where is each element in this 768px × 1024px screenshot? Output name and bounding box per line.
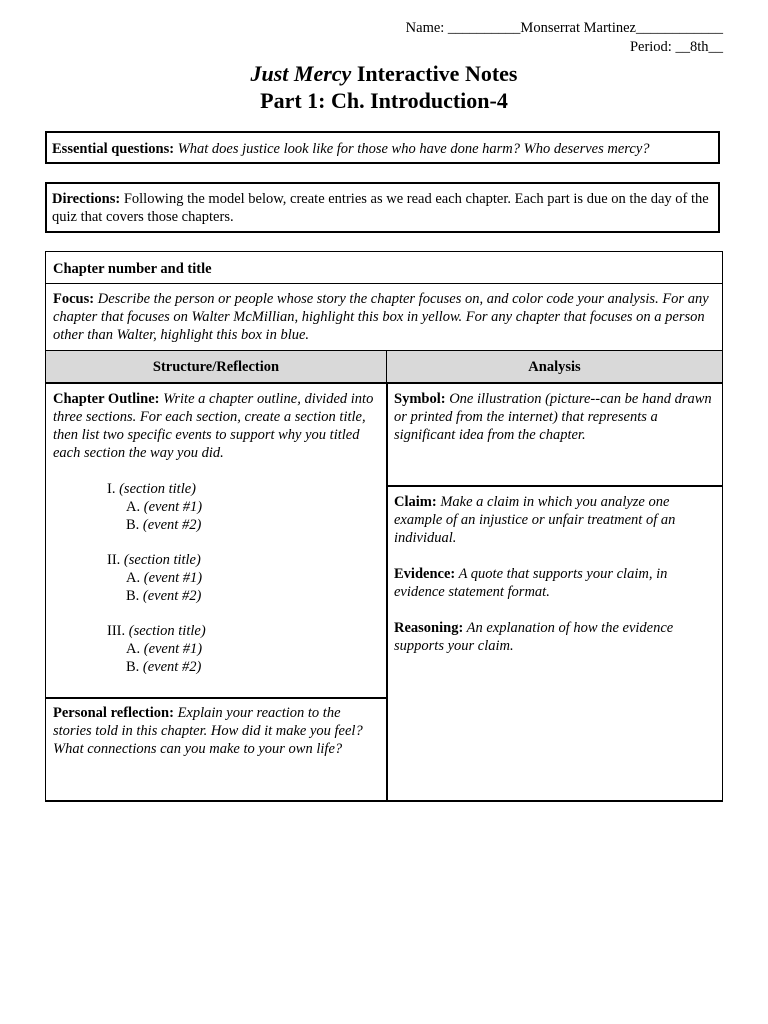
symbol-cell[interactable] — [387, 383, 723, 487]
directions-box — [45, 182, 720, 233]
column-header-structure: Structure/Reflection — [45, 351, 388, 384]
section-number: III. — [107, 623, 129, 639]
period-line: Period: __8th__ — [629, 39, 723, 55]
outline-event — [53, 569, 379, 587]
evidence-text: A quote that supports your claim, in evidence statement format. — [394, 566, 668, 600]
outline-section — [53, 622, 379, 640]
reasoning-text: An explanation of how the evidence supports your claim. — [394, 620, 674, 654]
event-letter: B. — [126, 659, 143, 675]
notes-table — [45, 251, 723, 802]
name-line: Name: __________Monserrat Martinez____________ — [405, 20, 723, 36]
directions-text: Following the model below, create entries as we read each chapter. Each part is due on the day of the quiz that covers those chapters. — [52, 191, 709, 225]
focus-text: Describe the person or people whose story the chapter focuses on, and color code your analysis. For any chapter that focuses on Walter McMillian, highlight this box in yellow. For any chapter that focuses on a person other than Walter, highlight this box in blue. — [53, 291, 709, 343]
section-number: II. — [107, 552, 124, 568]
reflection-text: Explain your reaction to the stories told in this chapter. How did it make you feel? What connections can you make to your own life? — [53, 705, 363, 757]
reasoning-paragraph — [394, 619, 715, 655]
section-number: I. — [107, 481, 120, 497]
page-title — [0, 60, 768, 87]
outline-section — [53, 551, 379, 569]
column-header-analysis: Analysis — [387, 351, 723, 384]
evidence-paragraph — [394, 565, 715, 601]
event-letter: B. — [126, 517, 143, 533]
page-subtitle: Part 1: Ch. Introduction-4 — [260, 88, 508, 113]
outline-list — [53, 480, 379, 676]
reasoning-label: Reasoning: — [394, 620, 464, 636]
outline-event — [53, 498, 379, 516]
reflection-label: Personal reflection: — [53, 705, 174, 721]
outline-section — [53, 480, 379, 498]
section-title: (section title) — [128, 623, 206, 639]
essential-questions-box — [45, 131, 720, 164]
essential-text: What does justice look like for those who have done harm? Who deserves mercy? — [174, 141, 650, 157]
outline-label: Chapter Outline: — [53, 391, 160, 407]
event-text: (event #1) — [143, 570, 203, 586]
focus-label: Focus: — [53, 291, 95, 307]
section-title: (section title) — [119, 481, 196, 497]
chapter-outline-cell[interactable] — [45, 383, 388, 699]
claim-evidence-reasoning-cell[interactable] — [387, 486, 723, 802]
section-title: (section title) — [123, 552, 201, 568]
event-letter: A. — [126, 641, 144, 657]
event-text: (event #2) — [142, 517, 202, 533]
event-letter: A. — [126, 570, 144, 586]
outline-event — [53, 640, 379, 658]
event-text: (event #2) — [142, 588, 202, 604]
outline-event — [53, 516, 379, 534]
book-title: Just Mercy — [250, 61, 352, 86]
focus-cell[interactable] — [45, 283, 723, 352]
symbol-label: Symbol: — [394, 391, 446, 407]
outline-event — [53, 587, 379, 605]
event-letter: A. — [126, 499, 144, 515]
event-text: (event #1) — [143, 641, 203, 657]
event-text: (event #1) — [143, 499, 203, 515]
essential-label: Essential questions: — [52, 141, 175, 157]
event-text: (event #2) — [142, 659, 202, 675]
title-rest: Interactive Notes — [351, 61, 518, 86]
symbol-text: One illustration (picture--can be hand drawn or printed from the internet) that represents a significant idea from the chapter. — [394, 391, 712, 443]
outline-text: Write a chapter outline, divided into three sections. For each section, create a section title, then list two specific events to support why you titled each section the way you did. — [53, 391, 374, 461]
claim-text: Make a claim in which you analyze one example of an injustice or unfair treatment of an individual. — [394, 494, 676, 546]
outline-event — [53, 658, 379, 676]
event-letter: B. — [126, 588, 143, 604]
chapter-heading-cell[interactable]: Chapter number and title — [45, 251, 723, 284]
directions-label: Directions: — [52, 191, 121, 207]
claim-label: Claim: — [394, 494, 437, 510]
evidence-label: Evidence: — [394, 566, 456, 582]
personal-reflection-cell[interactable] — [45, 697, 388, 802]
claim-paragraph — [394, 493, 715, 547]
